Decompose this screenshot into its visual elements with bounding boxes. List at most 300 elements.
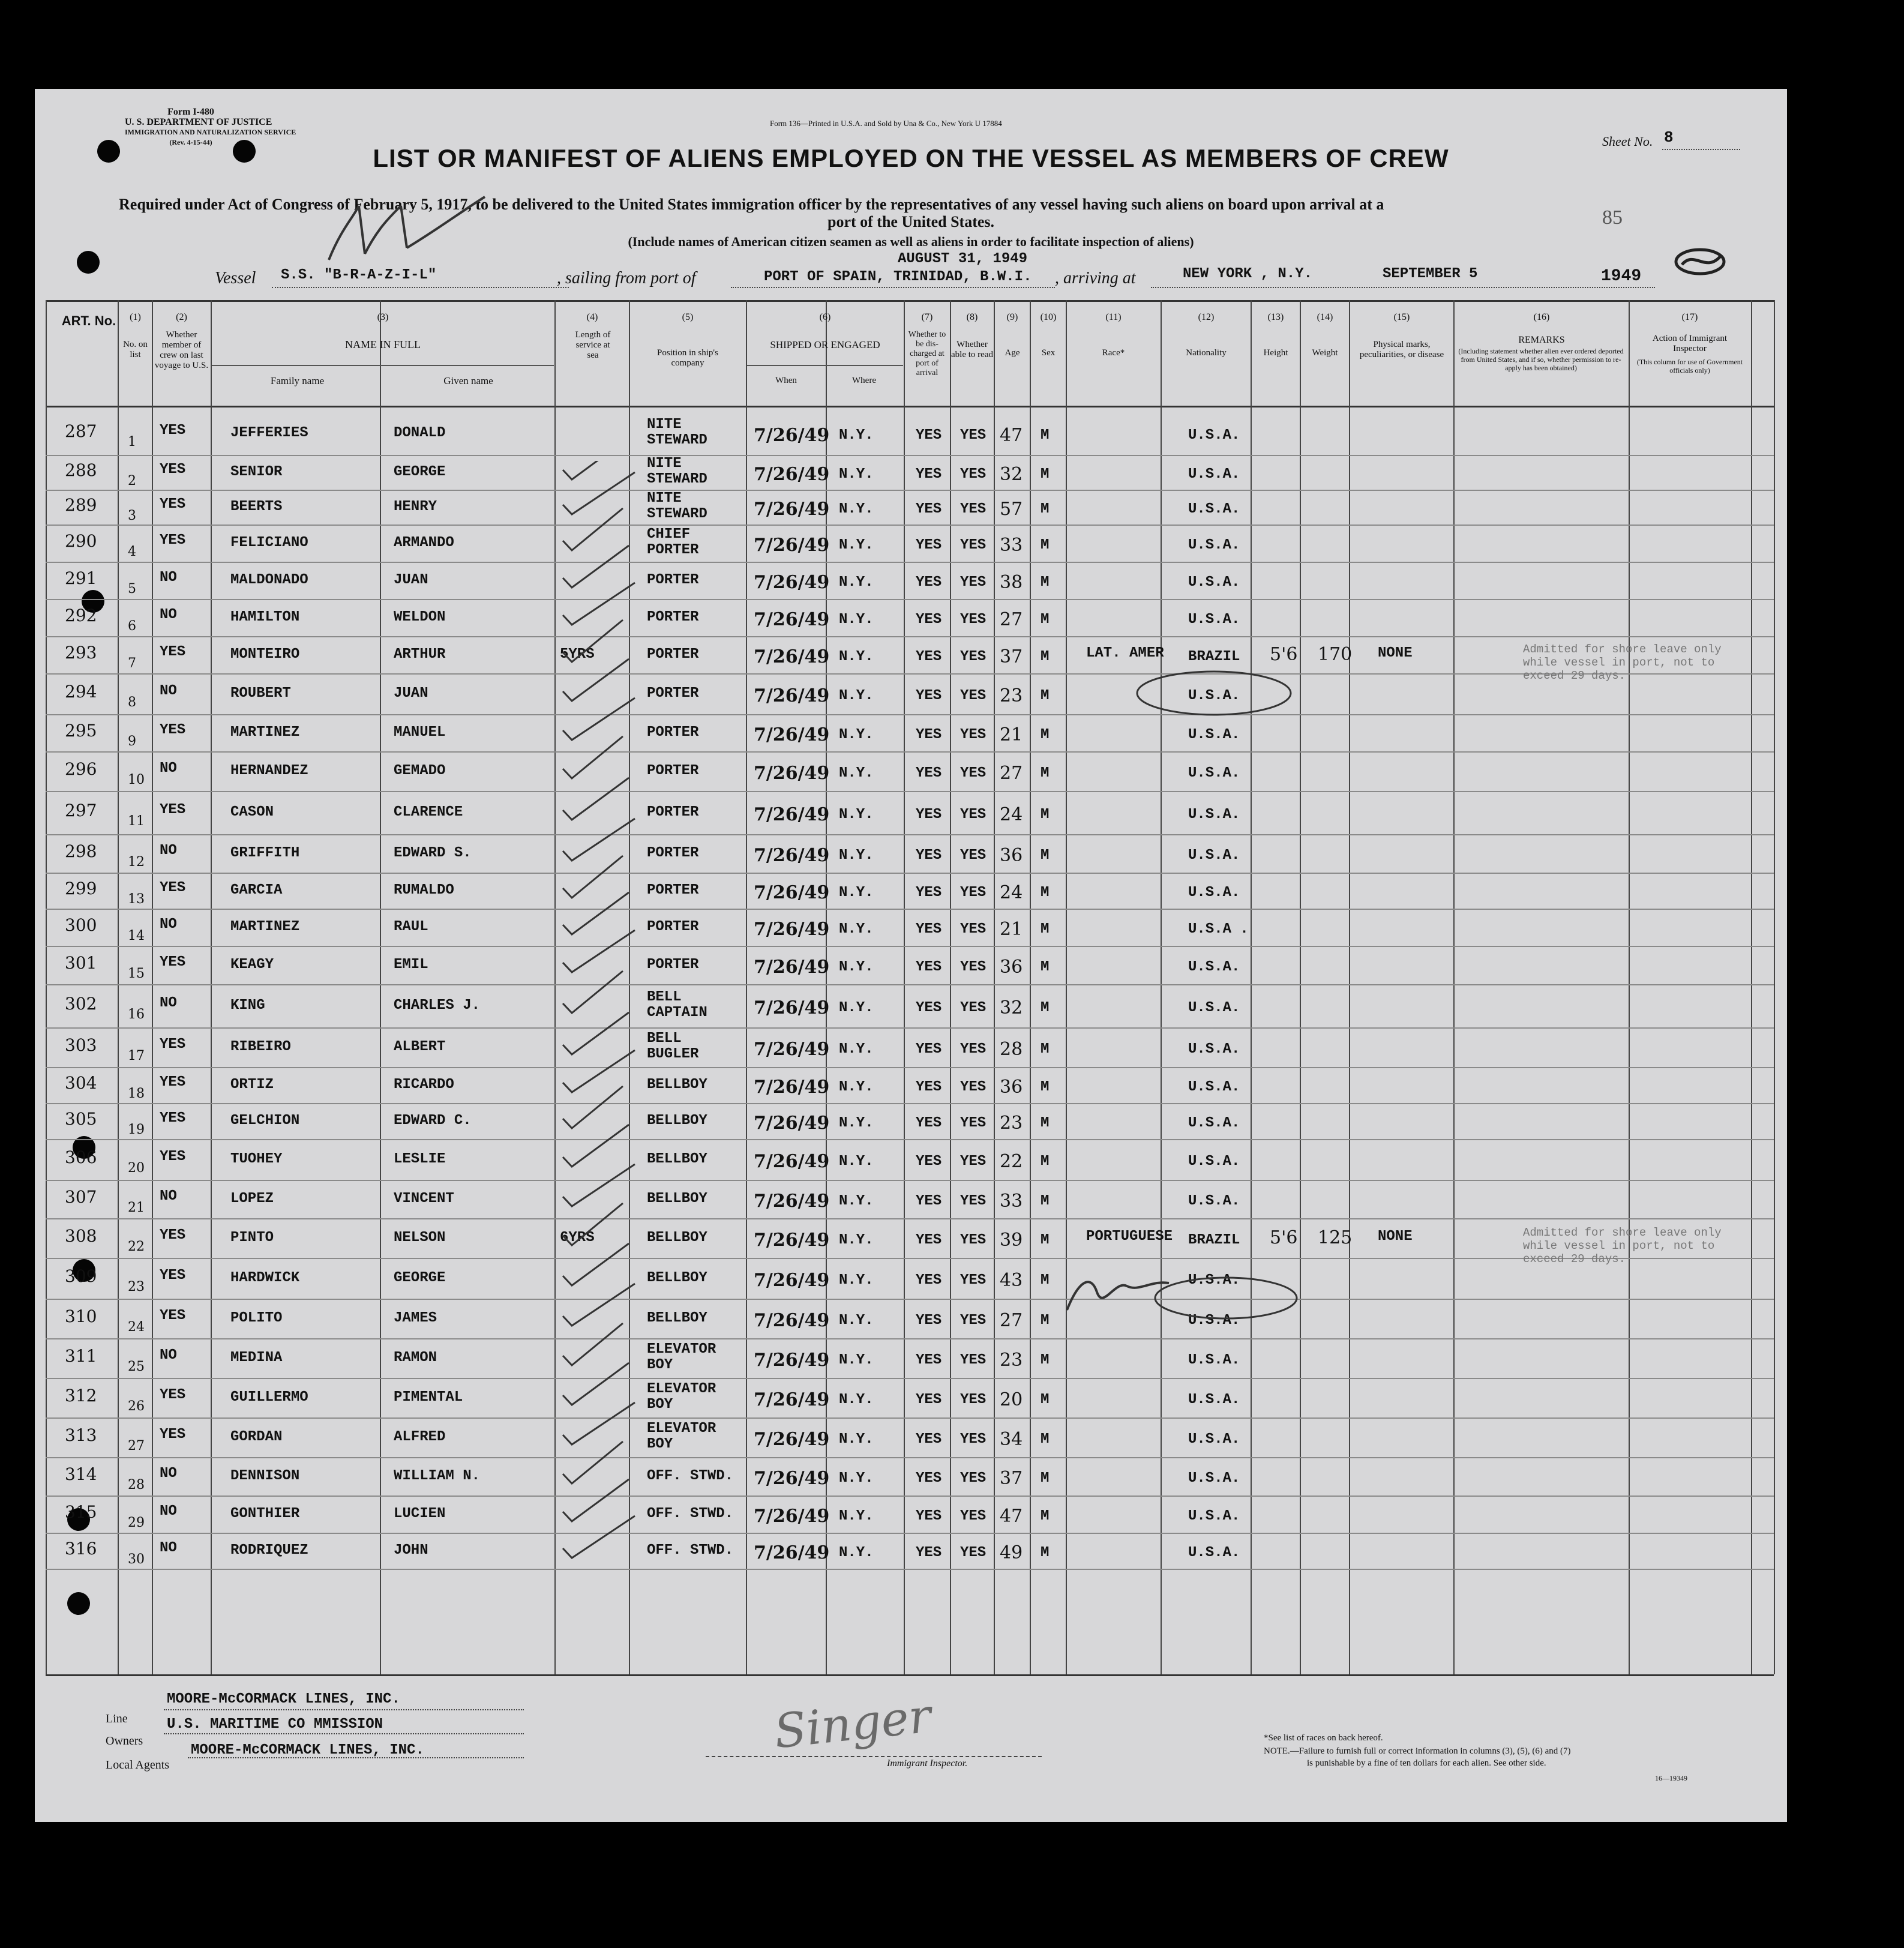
table-row-line <box>46 714 1774 715</box>
table-bottom-border <box>46 1674 1774 1676</box>
position: PORTER <box>647 845 699 861</box>
column-line <box>1751 300 1752 1674</box>
art-number: 298 <box>65 841 97 861</box>
nationality: U.S.A. <box>1188 574 1240 591</box>
able-to-read: YES <box>960 466 987 482</box>
table-row-line <box>46 525 1774 526</box>
shipped-when: 7/26/49 <box>754 1542 830 1563</box>
able-to-read: YES <box>960 1470 987 1487</box>
sex: M <box>1041 501 1050 517</box>
agents-underline <box>188 1757 524 1758</box>
family-name: LOPEZ <box>230 1191 274 1207</box>
table-row-line <box>46 636 1774 637</box>
nationality: U.S.A. <box>1188 1508 1240 1524</box>
column-line <box>380 300 381 1674</box>
prev-voyage: YES <box>160 1308 186 1324</box>
nationality: U.S.A. <box>1188 1272 1240 1288</box>
age: 36 <box>1000 957 1023 978</box>
shipped-where: N.Y. <box>839 921 874 937</box>
col7-number: (7) <box>921 312 933 322</box>
list-number: 7 <box>128 656 136 671</box>
discharged: YES <box>916 1153 942 1170</box>
shipped-where: N.Y. <box>839 1041 874 1057</box>
check-mark <box>563 1516 635 1558</box>
sex: M <box>1041 1041 1050 1057</box>
shipped-when: 7/26/49 <box>754 535 830 556</box>
sex: M <box>1041 1115 1050 1131</box>
shipped-when: 7/26/49 <box>754 685 830 706</box>
discharged: YES <box>916 501 942 517</box>
col14-header: Weight <box>1312 348 1338 358</box>
weight: 125 <box>1318 1227 1353 1248</box>
column-line <box>904 300 905 1674</box>
col3-number: (3) <box>377 312 389 322</box>
sex: M <box>1041 1272 1050 1288</box>
family-name: POLITO <box>230 1310 283 1326</box>
given-name: PIMENTAL <box>394 1389 463 1405</box>
shipped-where: N.Y. <box>839 1470 874 1487</box>
list-number: 16 <box>128 1007 145 1022</box>
prev-voyage: YES <box>160 880 186 896</box>
age: 21 <box>1000 919 1023 940</box>
given-name: RICARDO <box>394 1077 454 1093</box>
col9-header: Age <box>1005 348 1020 358</box>
sex: M <box>1041 765 1050 781</box>
position-line1: CHIEF <box>647 526 691 543</box>
table-row-line <box>46 909 1774 910</box>
given-name: WILLIAM N. <box>394 1468 481 1484</box>
nationality: U.S.A. <box>1188 1153 1240 1170</box>
subtitle-line2: port of the United States. <box>827 213 995 230</box>
stamp-number: 85 <box>1602 206 1623 229</box>
position: OFF. STWD. <box>647 1506 734 1522</box>
shipped-where: N.Y. <box>839 1115 874 1131</box>
column-line <box>1774 300 1775 1674</box>
shipped-where: N.Y. <box>839 1272 874 1288</box>
family-name: MALDONADO <box>230 572 308 588</box>
list-number: 13 <box>128 892 145 907</box>
inspector-signature: Singer <box>772 1689 934 1760</box>
art-number: 292 <box>65 606 97 625</box>
given-name: WELDON <box>394 609 446 625</box>
sex: M <box>1041 1232 1050 1248</box>
agents-label: Local Agents <box>106 1758 170 1772</box>
sailing-label: , sailing from port of <box>557 269 696 287</box>
given-name: EDWARD S. <box>394 845 472 861</box>
age: 24 <box>1000 882 1023 903</box>
age: 38 <box>1000 572 1023 593</box>
col13-header: Height <box>1263 348 1288 358</box>
subtitle-line3: (Include names of American citizen seamen as well as aliens in order to facilitate inspection of aliens) <box>628 234 1194 249</box>
nationality: U.S.A. <box>1188 1000 1240 1016</box>
service-name: IMMIGRATION AND NATURALIZATION SERVICE <box>125 128 296 136</box>
arrival-year: 1949 <box>1601 267 1642 286</box>
prev-voyage: NO <box>160 1466 177 1482</box>
list-number: 29 <box>128 1515 145 1530</box>
able-to-read: YES <box>960 807 987 823</box>
column-line <box>1066 300 1067 1674</box>
column-line <box>1349 300 1350 1674</box>
nationality: U.S.A. <box>1188 885 1240 901</box>
prev-voyage: NO <box>160 1188 177 1204</box>
family-name: DENNISON <box>230 1468 300 1484</box>
position: BELLBOY <box>647 1230 707 1246</box>
list-number: 14 <box>128 928 145 943</box>
col10-header: Sex <box>1041 348 1056 358</box>
nationality: U.S.A. <box>1188 727 1240 743</box>
shipped-when: 7/26/49 <box>754 763 830 784</box>
art-number: 306 <box>65 1147 97 1167</box>
prev-voyage: YES <box>160 1267 186 1284</box>
sex: M <box>1041 1508 1050 1524</box>
art-number: 310 <box>65 1306 97 1326</box>
physical-marks: NONE <box>1378 645 1413 661</box>
prev-voyage: YES <box>160 496 186 513</box>
position-line1: NITE <box>647 490 682 507</box>
races-note: *See list of races on back hereof. <box>1264 1733 1383 1743</box>
art-number: 288 <box>65 460 97 480</box>
column-line <box>211 300 212 1674</box>
position-line2: STEWARD <box>647 471 707 487</box>
prev-voyage: YES <box>160 802 186 818</box>
prev-voyage: NO <box>160 1347 177 1363</box>
shipped-where: N.Y. <box>839 1193 874 1209</box>
check-mark <box>563 736 623 778</box>
age: 34 <box>1000 1429 1023 1450</box>
shipped-when: 7/26/49 <box>754 882 830 903</box>
given-name: DONALD <box>394 425 446 441</box>
discharged: YES <box>916 649 942 665</box>
family-name: HERNANDEZ <box>230 763 308 779</box>
column-line <box>152 300 153 1674</box>
check-mark <box>563 1164 635 1206</box>
col6-header: SHIPPED OR ENGAGED <box>770 339 880 350</box>
race: PORTUGUESE <box>1086 1228 1173 1245</box>
prev-voyage: YES <box>160 461 186 478</box>
col8-number: (8) <box>966 312 978 322</box>
position: BELLBOY <box>647 1310 707 1326</box>
art-number: 313 <box>65 1425 97 1445</box>
family-name: CASON <box>230 804 274 820</box>
discharged: YES <box>916 1392 942 1408</box>
table-row-line <box>46 1180 1774 1181</box>
shipped-when: 7/26/49 <box>754 1310 830 1331</box>
check-mark <box>563 1012 629 1054</box>
position: PORTER <box>647 882 699 898</box>
shipped-when: 7/26/49 <box>754 609 830 630</box>
shipped-where: N.Y. <box>839 847 874 864</box>
check-mark <box>563 819 635 861</box>
list-number: 18 <box>128 1086 145 1101</box>
age: 37 <box>1000 646 1023 667</box>
position-line2: BUGLER <box>647 1046 699 1062</box>
age: 27 <box>1000 1310 1023 1331</box>
prev-voyage: NO <box>160 570 177 586</box>
age: 37 <box>1000 1468 1023 1489</box>
position-line2: BOY <box>647 1357 673 1373</box>
form-title: LIST OR MANIFEST OF ALIENS EMPLOYED ON THE VESSEL AS MEMBERS OF CREW <box>373 144 1449 172</box>
sex: M <box>1041 885 1050 901</box>
age: 23 <box>1000 685 1023 706</box>
shipped-where: N.Y. <box>839 1079 874 1095</box>
position-line1: NITE <box>647 416 682 433</box>
position-line2: BOY <box>647 1396 673 1413</box>
given-name: EDWARD C. <box>394 1113 472 1129</box>
prev-voyage: NO <box>160 607 177 623</box>
col17-header: Action of Immigrant Inspector <box>1652 334 1728 353</box>
col11-number: (11) <box>1105 312 1122 322</box>
shipped-where: N.Y. <box>839 1000 874 1016</box>
able-to-read: YES <box>960 727 987 743</box>
given-name: GEMADO <box>394 763 446 779</box>
nationality: U.S.A. <box>1188 1392 1240 1408</box>
vessel-underline <box>272 287 569 288</box>
sex: M <box>1041 1312 1050 1329</box>
nationality: U.S.A. <box>1188 537 1240 553</box>
col17-number: (17) <box>1681 312 1698 322</box>
family-name: HARDWICK <box>230 1270 300 1286</box>
arriving-label: , arriving at <box>1055 269 1136 287</box>
column-line <box>1251 300 1252 1674</box>
age: 23 <box>1000 1350 1023 1371</box>
shipped-where: N.Y. <box>839 765 874 781</box>
art-number: 304 <box>65 1073 97 1093</box>
check-mark <box>563 1203 623 1245</box>
prev-voyage: NO <box>160 1540 177 1556</box>
col16-number: (16) <box>1533 312 1550 322</box>
shipped-when: 7/26/49 <box>754 997 830 1018</box>
discharged: YES <box>916 466 942 482</box>
shipped-when: 7/26/49 <box>754 1429 830 1450</box>
sex: M <box>1041 1352 1050 1368</box>
art-number: 312 <box>65 1386 97 1405</box>
nationality: U.S.A. <box>1188 765 1240 781</box>
col15-header: Physical marks, peculiarities, or disease <box>1359 340 1444 359</box>
able-to-read: YES <box>960 1392 987 1408</box>
table-row-line <box>46 1067 1774 1068</box>
discharged: YES <box>916 1079 942 1095</box>
shipped-when: 7/26/49 <box>754 804 830 825</box>
list-number: 20 <box>128 1161 145 1176</box>
shipped-where: N.Y. <box>839 959 874 975</box>
check-mark <box>563 1050 635 1092</box>
nationality: U.S.A. <box>1188 501 1240 517</box>
table-row-line <box>46 834 1774 835</box>
shipped-where: N.Y. <box>839 1508 874 1524</box>
check-mark <box>563 620 623 662</box>
shipped-where: N.Y. <box>839 807 874 823</box>
discharged: YES <box>916 1431 942 1447</box>
discharged: YES <box>916 612 942 628</box>
nationality: U.S.A. <box>1188 1431 1240 1447</box>
col1-header: No. on list <box>123 340 148 359</box>
check-mark <box>563 856 623 898</box>
sex: M <box>1041 1193 1050 1209</box>
check-mark <box>563 659 629 701</box>
able-to-read: YES <box>960 1545 987 1561</box>
col3-family-header: Family name <box>270 375 325 386</box>
column-line <box>994 300 995 1674</box>
nationality: U.S.A. <box>1188 688 1240 704</box>
able-to-read: YES <box>960 1431 987 1447</box>
col12-number: (12) <box>1198 312 1215 322</box>
list-number: 6 <box>128 619 136 634</box>
col17-note: (This column for use of Government officials only) <box>1636 358 1743 374</box>
arrival-date: SEPTEMBER 5 <box>1383 266 1478 282</box>
col6-number: (6) <box>819 312 831 322</box>
list-number: 11 <box>128 814 145 829</box>
art-number: 308 <box>65 1226 97 1246</box>
family-name: HAMILTON <box>230 609 300 625</box>
shipped-when: 7/26/49 <box>754 1039 830 1060</box>
table-row-line <box>46 490 1774 491</box>
prev-voyage: YES <box>160 954 186 970</box>
art-number: 305 <box>65 1109 97 1129</box>
shipped-when: 7/26/49 <box>754 572 830 593</box>
position: OFF. STWD. <box>647 1468 734 1484</box>
list-number: 1 <box>128 434 136 449</box>
shipped-where: N.Y. <box>839 1232 874 1248</box>
given-name: RAUL <box>394 919 428 935</box>
discharged: YES <box>916 1041 942 1057</box>
family-name: KEAGY <box>230 957 274 973</box>
family-name: MARTINEZ <box>230 724 300 741</box>
art-number: 309 <box>65 1266 97 1286</box>
family-name: GONTHIER <box>230 1506 300 1522</box>
nationality: U.S.A. <box>1188 1545 1240 1561</box>
discharged: YES <box>916 727 942 743</box>
art-number: 303 <box>65 1035 97 1055</box>
table-row-line <box>46 873 1774 874</box>
family-name: FELICIANO <box>230 535 308 551</box>
list-number: 30 <box>128 1552 145 1567</box>
age: 49 <box>1000 1542 1023 1563</box>
sheet-number: 8 <box>1664 128 1674 146</box>
sheet-label: Sheet No. <box>1602 134 1653 149</box>
position: PORTER <box>647 646 699 663</box>
art-number: 297 <box>65 801 97 820</box>
subtitle-line1: Required under Act of Congress of February 5, 1917, to be delivered to the United States immigration officer by the representatives of any vessel having such aliens on board upon arrival at a <box>119 196 1384 213</box>
shipped-when: 7/26/49 <box>754 1077 830 1098</box>
discharged: YES <box>916 765 942 781</box>
list-number: 25 <box>128 1359 145 1374</box>
able-to-read: YES <box>960 1115 987 1131</box>
family-name: GUILLERMO <box>230 1389 308 1405</box>
able-to-read: YES <box>960 1193 987 1209</box>
shipped-where: N.Y. <box>839 1352 874 1368</box>
shipped-where: N.Y. <box>839 885 874 901</box>
position: PORTER <box>647 685 699 702</box>
discharged: YES <box>916 1115 942 1131</box>
nationality: U.S.A. <box>1188 807 1240 823</box>
art-number: 290 <box>65 531 97 551</box>
sex: M <box>1041 727 1050 743</box>
position-line2: STEWARD <box>647 432 707 448</box>
sex: M <box>1041 688 1050 704</box>
port-underline <box>731 287 1055 288</box>
shipped-when: 7/26/49 <box>754 1270 830 1291</box>
table-row-line <box>46 1569 1774 1570</box>
sex: M <box>1041 1079 1050 1095</box>
art-number: 295 <box>65 721 97 741</box>
department: U. S. DEPARTMENT OF JUSTICE <box>125 117 272 127</box>
given-name: CHARLES J. <box>394 997 481 1014</box>
discharged: YES <box>916 1352 942 1368</box>
col10-number: (10) <box>1040 312 1057 322</box>
nationality: U.S.A. <box>1188 612 1240 628</box>
art-number: 294 <box>65 682 97 702</box>
table-row-line <box>46 1378 1774 1379</box>
discharged: YES <box>916 427 942 443</box>
position: PORTER <box>647 957 699 973</box>
shipped-when: 7/26/49 <box>754 425 830 446</box>
col2-number: (2) <box>176 312 187 322</box>
col3-header: NAME IN FULL <box>345 338 421 350</box>
check-mark <box>563 971 623 1013</box>
position-line1: BELL <box>647 1030 682 1047</box>
given-name: ALFRED <box>394 1429 446 1445</box>
table-row-line <box>46 1299 1774 1300</box>
col6-when-header: When <box>775 376 797 385</box>
column-line <box>950 300 951 1674</box>
list-number: 15 <box>128 966 145 981</box>
remarks: Admitted for shore leave only while vessel in port, not to exceed 29 days. <box>1523 643 1722 682</box>
manifest-sheet <box>35 89 1787 1822</box>
given-name: JAMES <box>394 1310 437 1326</box>
check-mark <box>563 1323 623 1365</box>
given-name: JUAN <box>394 572 428 588</box>
column-line <box>1161 300 1162 1674</box>
age: 33 <box>1000 1191 1023 1212</box>
family-name: RIBEIRO <box>230 1039 291 1055</box>
sex: M <box>1041 574 1050 591</box>
height: 5'6 <box>1270 644 1298 665</box>
column-line <box>1030 300 1031 1674</box>
arrival-port: NEW YORK , N.Y. <box>1183 266 1313 282</box>
given-name: JOHN <box>394 1542 428 1559</box>
list-number: 3 <box>128 508 136 523</box>
handwritten-initials <box>317 194 497 272</box>
discharged: YES <box>916 574 942 591</box>
shipped-where: N.Y. <box>839 537 874 553</box>
able-to-read: YES <box>960 501 987 517</box>
prev-voyage: YES <box>160 644 186 660</box>
shipped-when: 7/26/49 <box>754 464 830 485</box>
shipped-where: N.Y. <box>839 574 874 591</box>
punch-hole <box>77 251 100 274</box>
able-to-read: YES <box>960 885 987 901</box>
inspector-check-marks <box>491 461 734 1661</box>
col5-header: Position in ship's company <box>657 348 718 368</box>
discharged: YES <box>916 885 942 901</box>
able-to-read: YES <box>960 1272 987 1288</box>
list-number: 28 <box>128 1478 145 1493</box>
table-row-line <box>46 946 1774 947</box>
header-bottom-border <box>46 406 1774 407</box>
position-line2: PORTER <box>647 542 699 558</box>
list-number: 8 <box>128 695 136 710</box>
punch-hole <box>67 1592 90 1615</box>
age: 21 <box>1000 724 1023 745</box>
list-number: 10 <box>128 772 145 787</box>
given-name: HENRY <box>394 499 437 515</box>
handwritten-race-mark <box>1055 1268 1175 1316</box>
art-number: 287 <box>65 421 97 441</box>
table-row-line <box>46 1218 1774 1219</box>
col2-header: Whether member of crew on last voyage to U.S. <box>154 330 209 370</box>
prev-voyage: YES <box>160 722 186 738</box>
check-mark <box>563 1125 629 1167</box>
